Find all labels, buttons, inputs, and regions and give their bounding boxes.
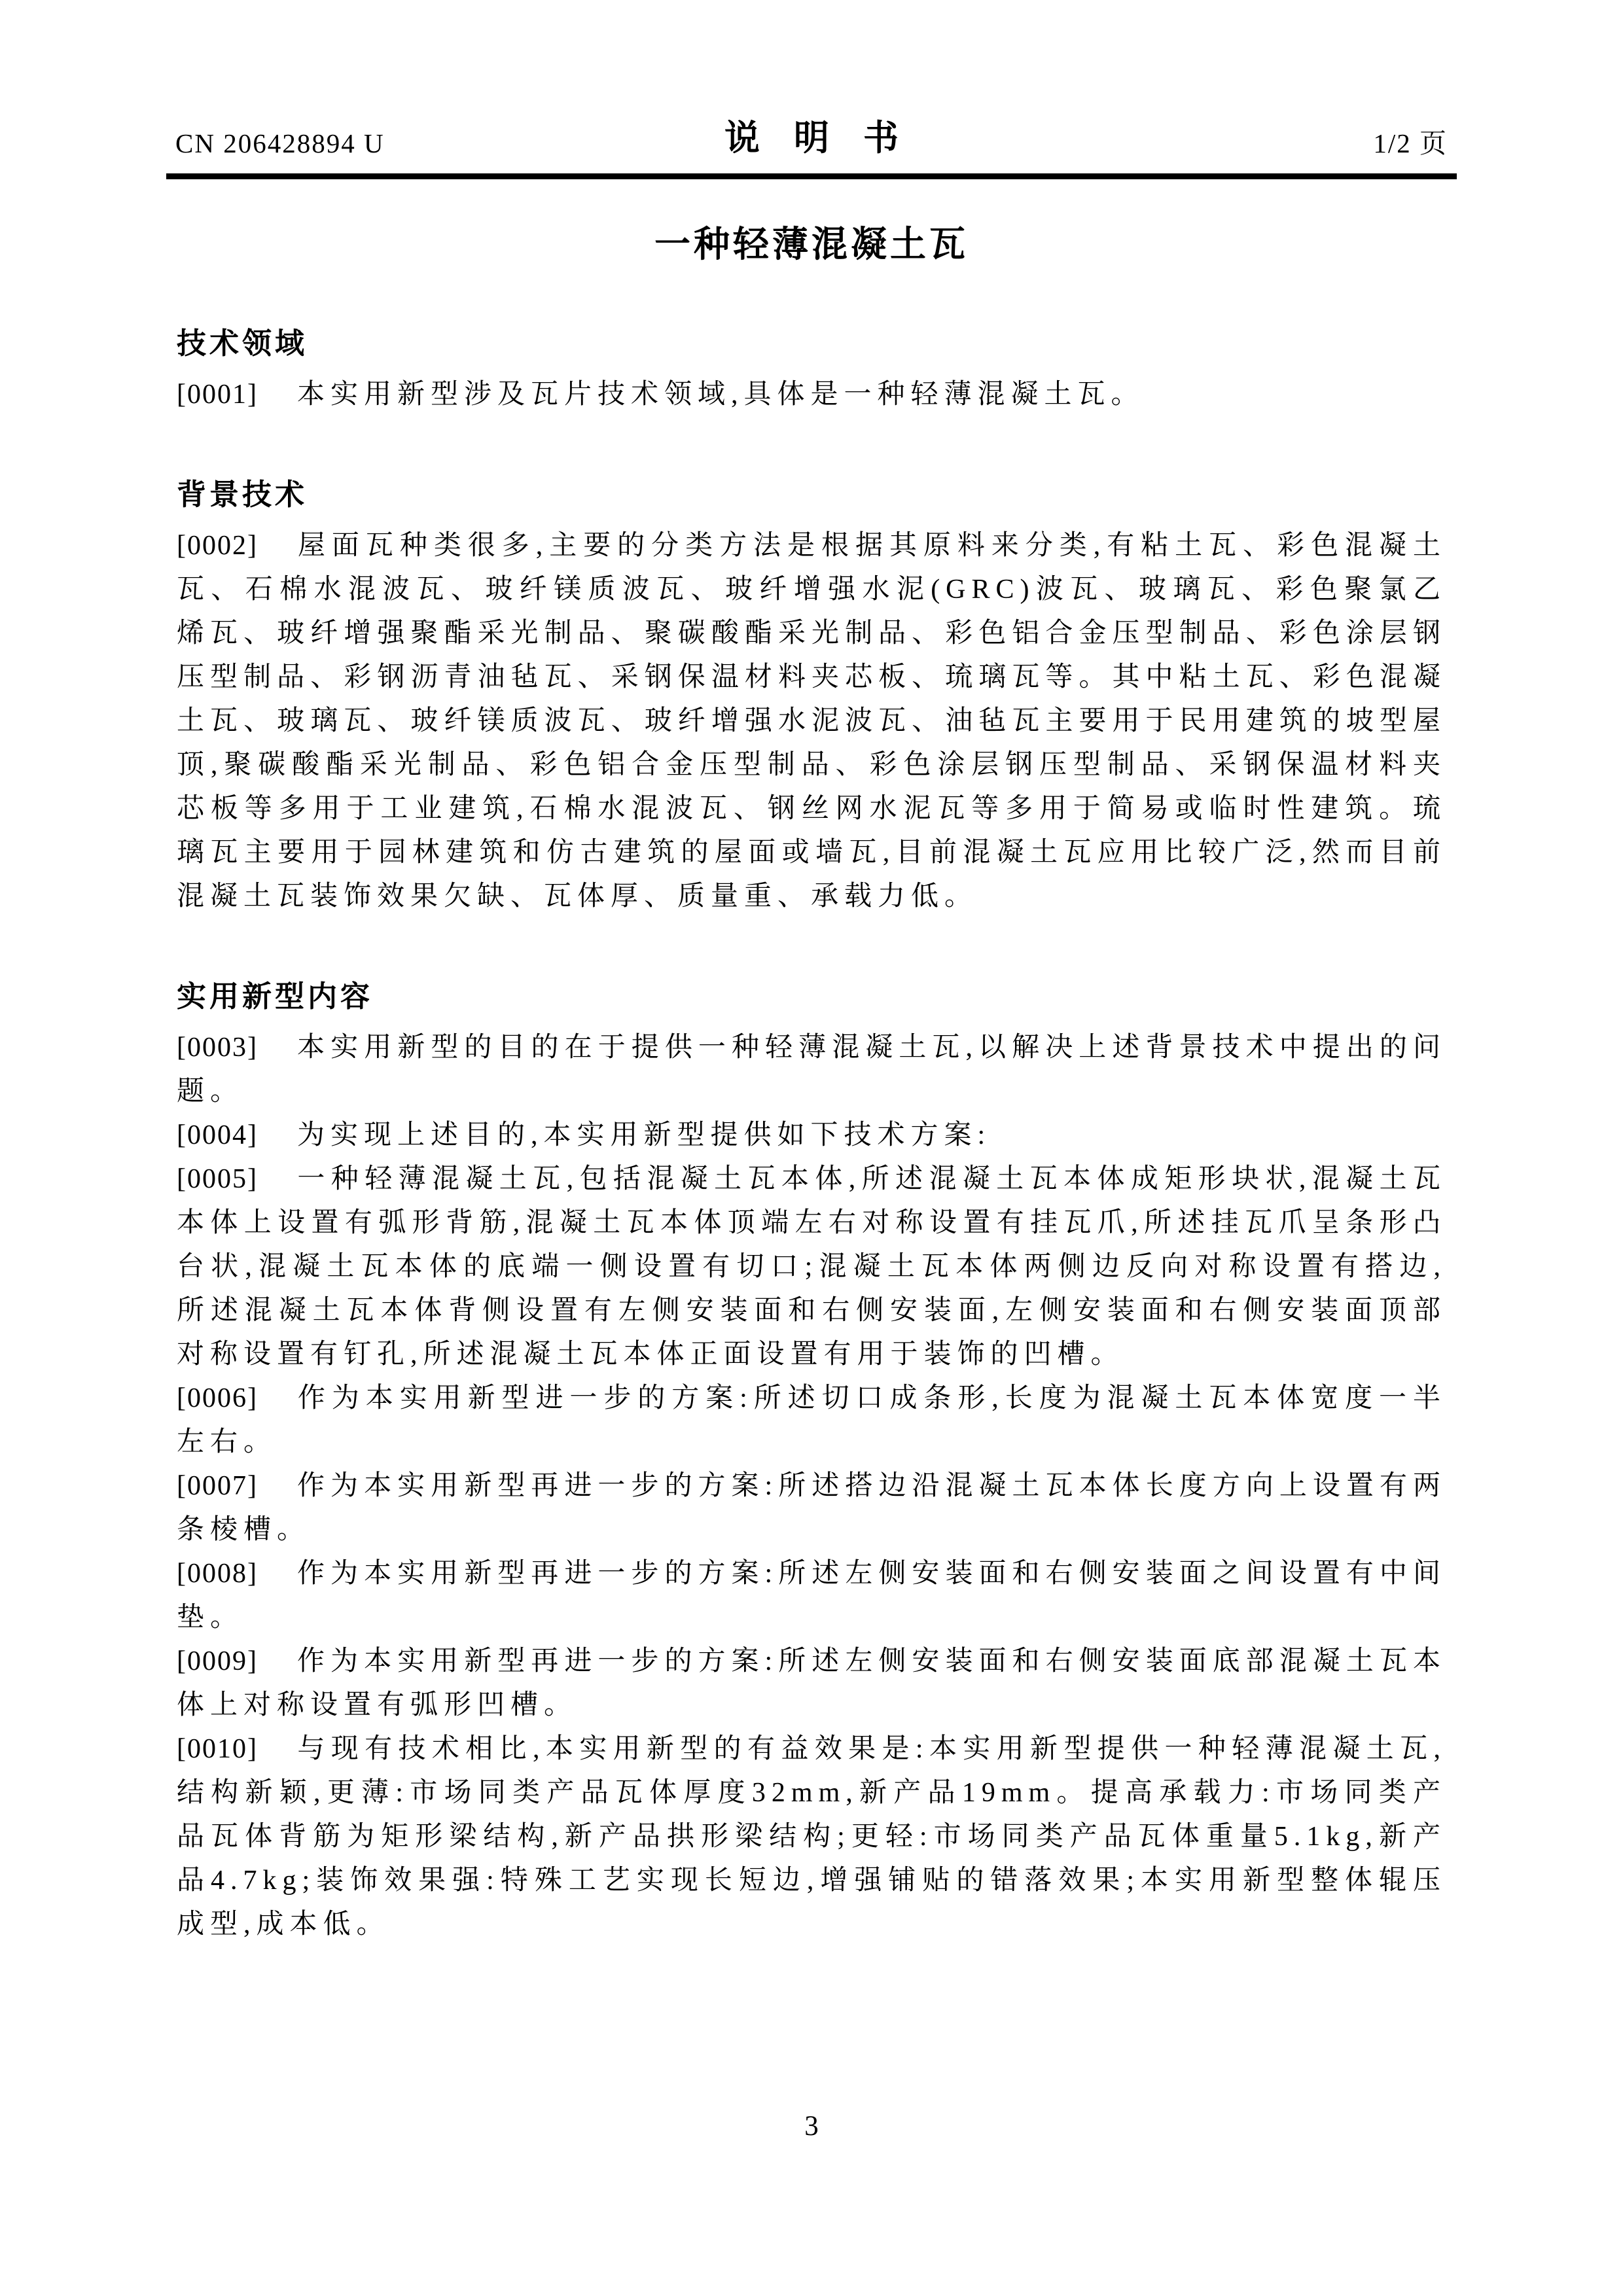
paragraph-text-0010: 与现有技术相比,本实用新型的有益效果是:本实用新型提供一种轻薄混凝土瓦,结构新颖,更薄:市场同类产品瓦体厚度32mm,新产品19mm。提高承载力:市场同类产品瓦体背筋为矩形梁结构,新产品拱形梁结构;更轻:市场同类产品瓦体重量5.1kg,新产品4.7kg;装饰效果强:特殊工艺实现长短边,增强铺贴的错落效果;本实用新型整体辊压成型,成本低。 (177, 1734, 1446, 1939)
document-number: CN 206428894 U (175, 128, 385, 158)
paragraph-text-0006: 作为本实用新型进一步的方案:所述切口成条形,长度为混凝土瓦本体宽度一半左右。 (177, 1383, 1446, 1457)
paragraph-0008 (177, 1552, 1446, 1640)
paragraph-text-0007: 作为本实用新型再进一步的方案:所述搭边沿混凝土瓦本体长度方向上设置有两条棱槽。 (177, 1471, 1446, 1545)
paragraph-0004 (177, 1114, 1446, 1157)
header-page-indicator: 1/2 页 (1373, 128, 1448, 158)
paragraph-number-0001: [0001] (177, 380, 258, 410)
paragraph-number-0002: [0002] (177, 531, 258, 561)
paragraph-text-0008: 作为本实用新型再进一步的方案:所述左侧安装面和右侧安装面之间设置有中间垫。 (177, 1559, 1446, 1633)
paragraph-text-0002: 屋面瓦种类很多,主要的分类方法是根据其原料来分类,有粘土瓦、彩色混凝土瓦、石棉水混波瓦、玻纤镁质波瓦、玻纤增强水泥(GRC)波瓦、玻璃瓦、彩色聚氯乙烯瓦、玻纤增强聚酯采光制品、聚碳酸酯采光制品、彩色铝合金压型制品、彩色涂层钢压型制品、彩钢沥青油毡瓦、采钢保温材料夹芯板、琉璃瓦等。其中粘土瓦、彩色混凝土瓦、玻璃瓦、玻纤镁质波瓦、玻纤增强水泥波瓦、油毡瓦主要用于民用建筑的坡型屋顶,聚碳酸酯采光制品、彩色铝合金压型制品、彩色涂层钢压型制品、采钢保温材料夹芯板等多用于工业建筑,石棉水混波瓦、钢丝网水泥瓦等多用于简易或临时性建筑。琉璃瓦主要用于园林建筑和仿古建筑的屋面或墙瓦,目前混凝土瓦应用比较广泛,然而目前混凝土瓦装饰效果欠缺、瓦体厚、质量重、承载力低。 (177, 531, 1446, 911)
paragraph-0009 (177, 1640, 1446, 1727)
paragraph-0007 (177, 1464, 1446, 1552)
section-heading-technical-field: 技术领域 (177, 327, 308, 360)
document-body (0, 222, 1623, 1947)
paragraph-number-0008: [0008] (177, 1559, 258, 1589)
paragraph-0003 (177, 1026, 1446, 1114)
document-type-title: 说明书 (724, 118, 933, 158)
paragraph-text-0009: 作为本实用新型再进一步的方案:所述左侧安装面和右侧安装面底部混凝土瓦本体上对称设置有弧形凹槽。 (177, 1646, 1446, 1720)
paragraph-number-0010: [0010] (177, 1734, 258, 1764)
section-background-art (177, 477, 1446, 919)
paragraph-number-0006: [0006] (177, 1383, 258, 1413)
page-header (0, 0, 1623, 160)
paragraph-text-0003: 本实用新型的目的在于提供一种轻薄混凝土瓦,以解决上述背景技术中提出的问题。 (177, 1033, 1446, 1106)
paragraph-text-0004: 为实现上述目的,本实用新型提供如下技术方案: (296, 1120, 991, 1150)
footer-page-number: 3 (804, 2111, 819, 2142)
paragraph-number-0009: [0009] (177, 1646, 258, 1676)
invention-title: 一种轻薄混凝土瓦 (654, 224, 969, 264)
paragraph-0005 (177, 1157, 1446, 1377)
paragraph-0006 (177, 1377, 1446, 1464)
header-divider-rule (166, 173, 1457, 179)
paragraph-0010 (177, 1727, 1446, 1947)
paragraph-0002 (177, 524, 1446, 919)
paragraph-number-0004: [0004] (177, 1120, 258, 1150)
paragraph-number-0003: [0003] (177, 1033, 258, 1063)
paragraph-number-0007: [0007] (177, 1471, 258, 1501)
paragraph-text-0001: 本实用新型涉及瓦片技术领域,具体是一种轻薄混凝土瓦。 (296, 380, 1145, 410)
paragraph-text-0005: 一种轻薄混凝土瓦,包括混凝土瓦本体,所述混凝土瓦本体成矩形块状,混凝土瓦本体上设置有弧形背筋,混凝土瓦本体顶端左右对称设置有挂瓦爪,所述挂瓦爪呈条形凸台状,混凝土瓦本体的底端一侧设置有切口;混凝土瓦本体两侧边反向对称设置有搭边,所述混凝土瓦本体背侧设置有左侧安装面和右侧安装面,左侧安装面和右侧安装面顶部对称设置有钉孔,所述混凝土瓦本体正面设置有用于装饰的凹槽。 (177, 1164, 1446, 1369)
section-utility-model-content (177, 979, 1446, 1947)
section-heading-background-art: 背景技术 (177, 478, 308, 511)
section-technical-field (177, 326, 1446, 417)
paragraph-number-0005: [0005] (177, 1164, 258, 1194)
paragraph-0001 (177, 373, 1446, 417)
section-heading-utility-model-content: 实用新型内容 (177, 980, 374, 1013)
